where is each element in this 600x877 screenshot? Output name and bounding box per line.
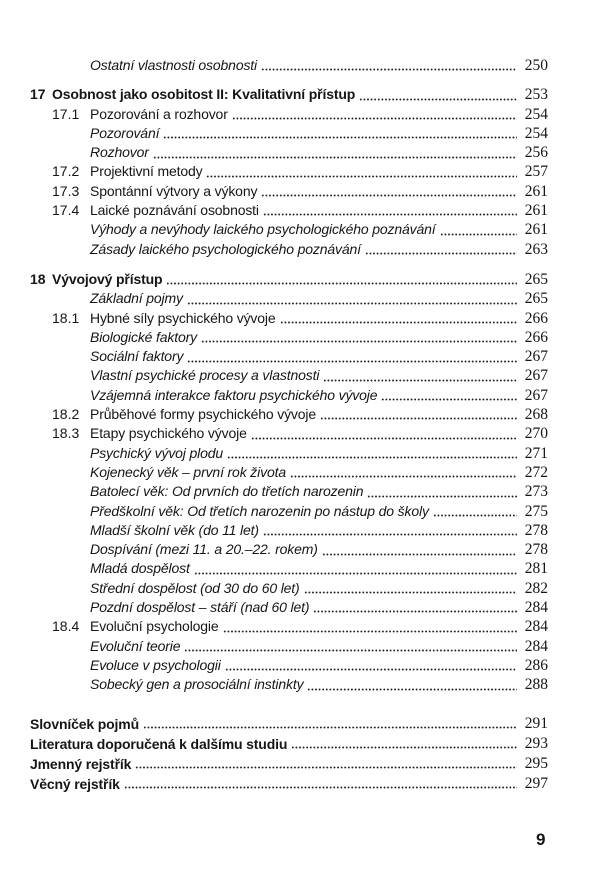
toc-entry xyxy=(30,579,548,598)
leader-dots xyxy=(184,637,517,656)
section-number: 18.1 xyxy=(52,309,80,326)
toc-section xyxy=(30,405,548,424)
toc-entry xyxy=(30,366,548,385)
toc-entry-title: Batolecí věk: Od prvních do třetích narozenin xyxy=(90,483,364,500)
toc-entry-page: 293 xyxy=(524,734,548,752)
table-of-contents xyxy=(30,56,548,794)
leader-dots xyxy=(440,220,517,239)
toc-entry-page: 271 xyxy=(524,444,548,462)
toc-entry-page: 297 xyxy=(524,774,548,792)
toc-entry-page: 278 xyxy=(524,541,548,559)
toc-section xyxy=(30,201,548,220)
toc-chapter xyxy=(30,270,548,289)
leader-dots xyxy=(124,774,517,794)
section-title: Průběhové formy psychického vývoje xyxy=(90,406,317,423)
toc-back-matter-entry xyxy=(30,774,548,794)
toc-entry-page: 288 xyxy=(524,676,548,694)
leader-dots xyxy=(251,424,517,443)
toc-entry-page: 270 xyxy=(524,425,548,443)
toc-entry-page: 268 xyxy=(524,406,548,424)
toc-entry xyxy=(30,598,548,617)
toc-entry xyxy=(30,56,548,75)
toc-chapter xyxy=(30,85,548,104)
section-number: 17.2 xyxy=(52,163,80,180)
toc-entry-title: Zásady laického psychologického poznávání xyxy=(90,240,361,257)
leader-dots xyxy=(163,124,517,143)
leader-dots xyxy=(263,521,517,540)
section-number: 17.1 xyxy=(52,105,80,122)
toc-entry-page: 284 xyxy=(524,599,548,617)
leader-dots xyxy=(187,347,517,366)
toc-entry-title: Psychický vývoj plodu xyxy=(90,444,224,461)
chapter-number: 17 xyxy=(30,86,46,103)
toc-entry xyxy=(30,540,548,559)
toc-entry xyxy=(30,463,548,482)
toc-entry xyxy=(30,328,548,347)
toc-entry-page: 257 xyxy=(524,163,548,181)
leader-dots xyxy=(153,143,517,162)
toc-entry-page: 295 xyxy=(524,754,548,772)
leader-dots xyxy=(143,714,517,734)
toc-entry xyxy=(30,289,548,308)
toc-entry-title: Evoluce v psychologii xyxy=(90,656,221,673)
chapter-number: 18 xyxy=(30,270,46,287)
leader-dots xyxy=(223,617,517,636)
section-title: Hybné síly psychického vývoje xyxy=(90,309,276,326)
leader-dots xyxy=(290,463,517,482)
toc-entry-page: 278 xyxy=(524,521,548,539)
toc-entry-page: 265 xyxy=(524,290,548,308)
toc-entry-title: Jmenný rejstřík xyxy=(30,755,132,772)
toc-entry-page: 256 xyxy=(524,144,548,162)
section-number: 17.4 xyxy=(52,202,80,219)
toc-back-matter-entry xyxy=(30,734,548,754)
toc-entry-title: Předškolní věk: Od třetích narozenin po nástup do školy xyxy=(90,502,429,519)
toc-entry-title: Evoluční teorie xyxy=(90,637,181,654)
toc-group-chapter-18 xyxy=(30,270,548,695)
toc-entry xyxy=(30,656,548,675)
leader-dots xyxy=(227,444,517,463)
section-title: Spontánní výtvory a výkony xyxy=(90,182,258,199)
leader-dots xyxy=(367,482,517,501)
section-title: Evoluční psychologie xyxy=(90,618,219,635)
leader-dots xyxy=(166,270,517,289)
toc-entry-title: Literatura doporučená k dalšímu studiu xyxy=(30,735,288,752)
toc-entry-page: 275 xyxy=(524,502,548,520)
chapter-title: Osobnost jako osobitost II: Kvalitativní přístup xyxy=(52,86,356,103)
leader-dots xyxy=(381,386,517,405)
toc-entry-page: 261 xyxy=(524,182,548,200)
toc-entry-title: Vzájemná interakce faktoru psychického vývoje xyxy=(90,386,378,403)
toc-entry-page: 267 xyxy=(524,386,548,404)
toc-back-matter-entry xyxy=(30,714,548,734)
toc-entry-page: 272 xyxy=(524,463,548,481)
leader-dots xyxy=(313,598,517,617)
toc-entry xyxy=(30,386,548,405)
toc-back-matter-entry xyxy=(30,754,548,774)
toc-entry-title: Dospívání (mezi 11. a 20.–22. rokem) xyxy=(90,541,318,558)
toc-group-back-matter xyxy=(30,714,548,794)
toc-section xyxy=(30,309,548,328)
toc-entry-title: Mladá dospělost xyxy=(90,560,190,577)
leader-dots xyxy=(365,240,517,259)
toc-entry-page: 250 xyxy=(524,57,548,74)
toc-entry-page: 267 xyxy=(524,348,548,366)
toc-entry-title: Základní pojmy xyxy=(90,290,183,307)
leader-dots xyxy=(307,675,517,694)
leader-dots xyxy=(201,328,517,347)
leader-dots xyxy=(187,289,517,308)
toc-entry xyxy=(30,240,548,259)
leader-dots xyxy=(322,540,517,559)
toc-entry-page: 267 xyxy=(524,367,548,385)
leader-dots xyxy=(304,579,517,598)
toc-group-prelude xyxy=(30,56,548,75)
toc-section xyxy=(30,182,548,201)
toc-entry-page: 266 xyxy=(524,328,548,346)
toc-entry xyxy=(30,559,548,578)
section-title: Etapy psychického vývoje xyxy=(90,425,247,442)
toc-entry-title: Sociální faktory xyxy=(90,348,184,365)
toc-entry-title: Ostatní vlastnosti osobnosti xyxy=(90,57,257,73)
toc-entry-page: 261 xyxy=(524,221,548,239)
leader-dots xyxy=(291,734,517,754)
section-number: 17.3 xyxy=(52,182,80,199)
leader-dots xyxy=(261,56,517,75)
toc-entry-title: Slovníček pojmů xyxy=(30,715,139,732)
toc-entry xyxy=(30,444,548,463)
section-title: Laické poznávání osobnosti xyxy=(90,202,259,219)
toc-entry-page: 254 xyxy=(524,105,548,123)
toc-entry-page: 291 xyxy=(524,714,548,732)
leader-dots xyxy=(225,656,517,675)
toc-entry-title: Pozorování xyxy=(90,124,160,141)
section-number: 18.3 xyxy=(52,425,80,442)
leader-dots xyxy=(320,405,517,424)
toc-entry-title: Sobecký gen a prosociální instinkty xyxy=(90,676,304,693)
toc-entry-title: Výhody a nevýhody laického psychologického poznávání xyxy=(90,221,436,238)
page-number: 9 xyxy=(536,830,546,849)
toc-entry xyxy=(30,521,548,540)
toc-entry-page: 265 xyxy=(524,270,548,288)
leader-dots xyxy=(323,366,517,385)
toc-group-chapter-17 xyxy=(30,85,548,259)
leader-dots xyxy=(135,754,517,774)
leader-dots xyxy=(263,201,517,220)
toc-entry-page: 281 xyxy=(524,560,548,578)
toc-entry-page: 254 xyxy=(524,124,548,142)
toc-entry-page: 263 xyxy=(524,240,548,258)
toc-entry-page: 286 xyxy=(524,656,548,674)
leader-dots xyxy=(194,559,517,578)
leader-dots xyxy=(433,502,517,521)
toc-entry-title: Věcný rejstřík xyxy=(30,775,120,792)
toc-entry-title: Mladší školní věk (do 11 let) xyxy=(90,521,259,538)
toc-entry xyxy=(30,502,548,521)
toc-entry-title: Rozhovor xyxy=(90,144,149,161)
leader-dots xyxy=(232,105,517,124)
leader-dots xyxy=(206,162,517,181)
section-title: Projektivní metody xyxy=(90,163,203,180)
section-title: Pozorování a rozhovor xyxy=(90,105,228,122)
toc-entry-title: Kojenecký věk – první rok života xyxy=(90,463,286,480)
chapter-title: Vývojový přístup xyxy=(52,270,163,287)
toc-entry xyxy=(30,637,548,656)
leader-dots xyxy=(280,309,517,328)
toc-entry-page: 253 xyxy=(524,86,548,104)
toc-entry-title: Střední dospělost (od 30 do 60 let) xyxy=(90,579,300,596)
section-number: 18.2 xyxy=(52,406,80,423)
toc-entry xyxy=(30,124,548,143)
toc-section xyxy=(30,617,548,636)
toc-section xyxy=(30,162,548,181)
toc-entry-page: 261 xyxy=(524,202,548,220)
toc-entry-title: Biologické faktory xyxy=(90,328,198,345)
toc-entry-title: Vlastní psychické procesy a vlastnosti xyxy=(90,367,320,384)
toc-entry-title: Pozdní dospělost – stáří (nad 60 let) xyxy=(90,599,310,616)
toc-entry-page: 273 xyxy=(524,483,548,501)
toc-entry xyxy=(30,482,548,501)
toc-entry-page: 266 xyxy=(524,309,548,327)
toc-entry-page: 282 xyxy=(524,579,548,597)
toc-section xyxy=(30,424,548,443)
toc-entry xyxy=(30,347,548,366)
leader-dots xyxy=(261,182,517,201)
toc-section xyxy=(30,105,548,124)
toc-entry xyxy=(30,220,548,239)
toc-entry xyxy=(30,675,548,694)
toc-entry-page: 284 xyxy=(524,637,548,655)
leader-dots xyxy=(359,85,517,104)
toc-entry xyxy=(30,143,548,162)
toc-entry-page: 284 xyxy=(524,618,548,636)
section-number: 18.4 xyxy=(52,618,80,635)
